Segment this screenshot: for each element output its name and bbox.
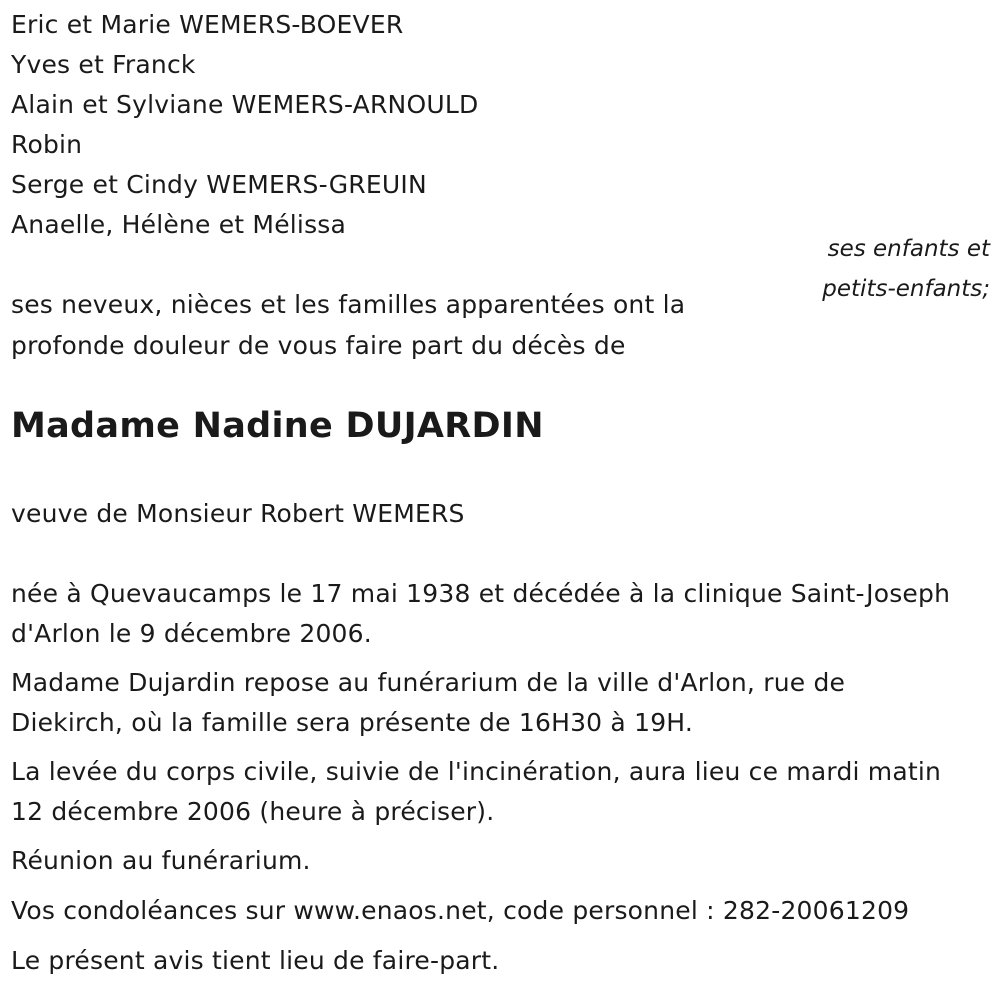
announcement-line-1: ses neveux, nièces et les familles apparentées ont la — [11, 290, 686, 319]
family-line-3: Alain et Sylviane WEMERS-ARNOULD — [11, 90, 479, 119]
reunion-line: Réunion au funérarium. — [11, 846, 311, 875]
family-signature-line-2: petits-enfants; — [822, 276, 990, 302]
family-signature-line-1: ses enfants et — [827, 236, 990, 262]
repose-line-1: Madame Dujardin repose au funérarium de la ville d'Arlon, rue de — [11, 668, 846, 697]
announcement-line-2: profonde douleur de vous faire part du décès de — [11, 331, 626, 360]
family-line-2: Yves et Franck — [11, 50, 196, 79]
birth-death-line-1: née à Quevaucamps le 17 mai 1938 et décédée à la clinique Saint-Joseph — [11, 579, 951, 608]
ceremony-line-2: 12 décembre 2006 (heure à préciser). — [11, 797, 495, 826]
repose-line-2: Diekirch, où la famille sera présente de 16H30 à 19H. — [11, 708, 694, 737]
family-line-4: Robin — [11, 130, 83, 159]
widow-of-line: veuve de Monsieur Robert WEMERS — [11, 499, 465, 528]
condolences-line: Vos condoléances sur www.enaos.net, code personnel : 282-20061209 — [11, 896, 910, 925]
notice-line: Le présent avis tient lieu de faire-part. — [11, 946, 500, 975]
birth-death-line-2: d'Arlon le 9 décembre 2006. — [11, 619, 372, 648]
deceased-name: Madame Nadine DUJARDIN — [11, 406, 544, 446]
family-line-5: Serge et Cindy WEMERS-GREUIN — [11, 170, 427, 199]
family-line-1: Eric et Marie WEMERS-BOEVER — [11, 10, 404, 39]
family-line-6: Anaelle, Hélène et Mélissa — [11, 210, 347, 239]
ceremony-line-1: La levée du corps civile, suivie de l'incinération, aura lieu ce mardi matin — [11, 757, 942, 786]
